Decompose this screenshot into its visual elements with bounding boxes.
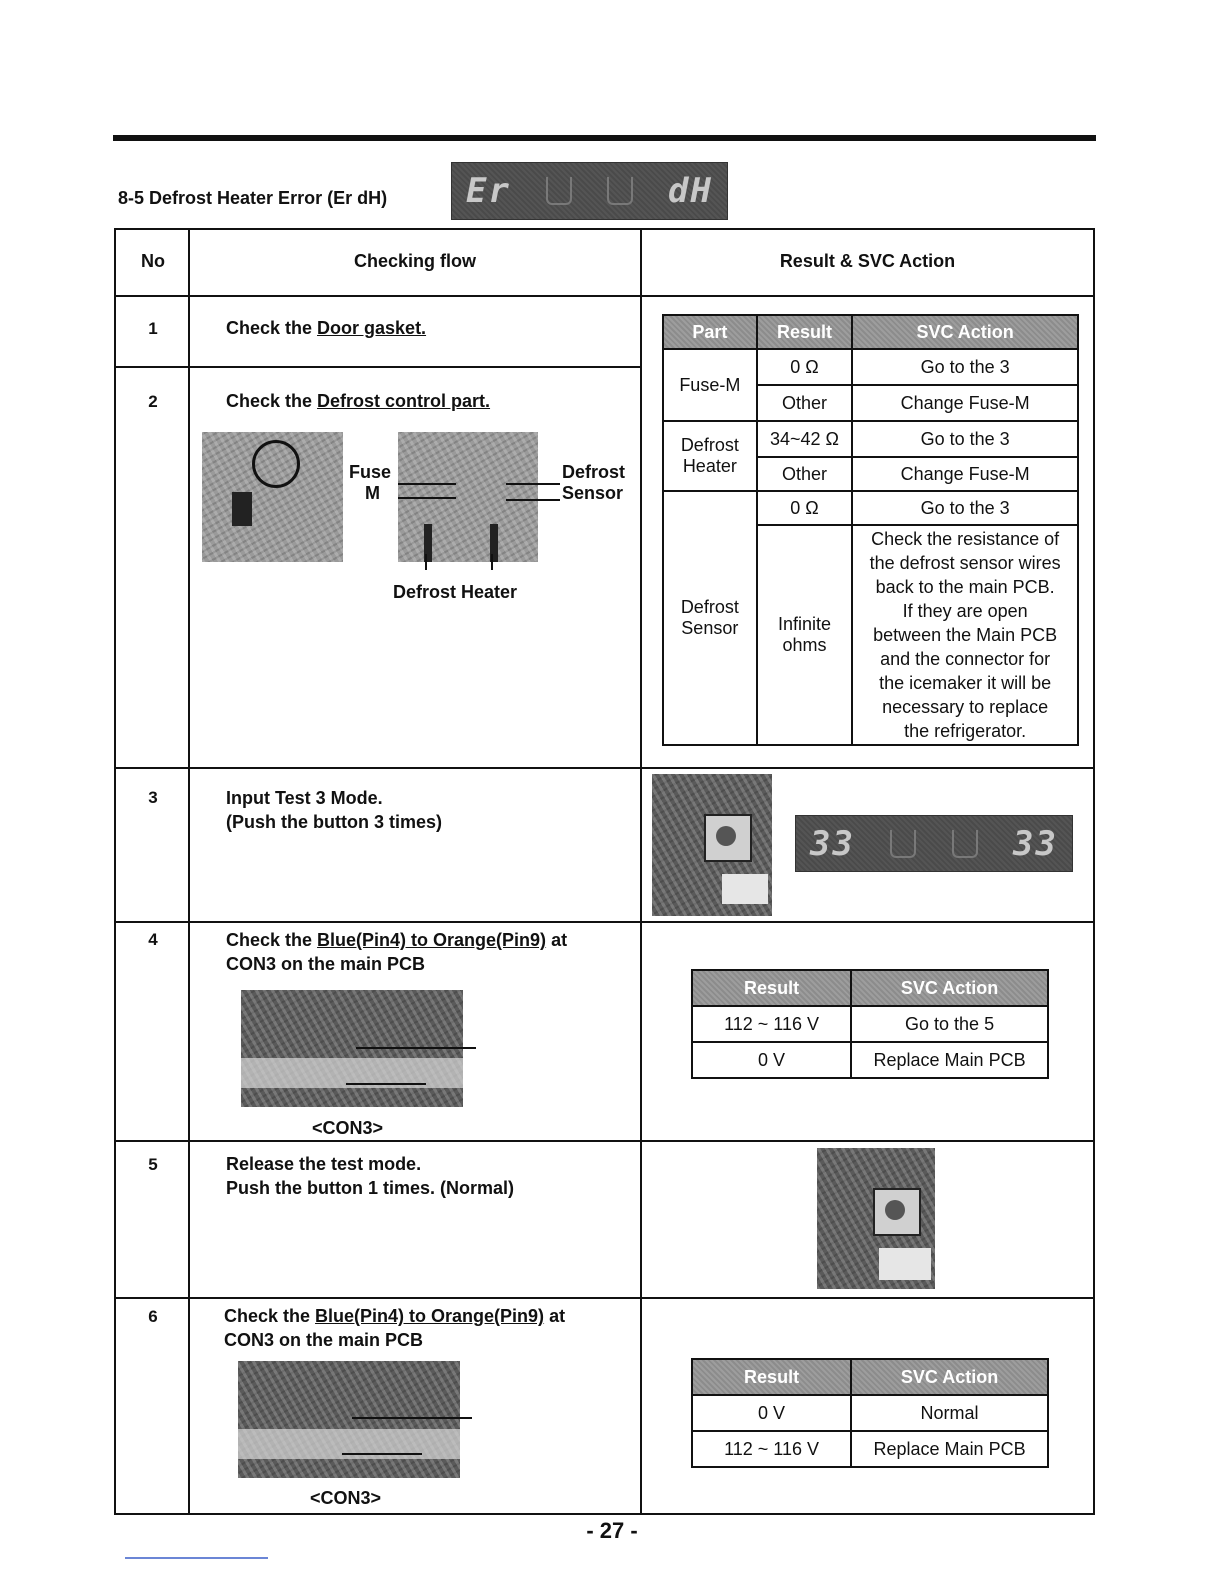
pcb-connector <box>879 1248 931 1280</box>
sensor-label: Sensor <box>562 483 624 503</box>
action-line: and the connector for <box>880 649 1051 669</box>
col-header-svc-action: SVC Action <box>851 1359 1048 1395</box>
step-number: 1 <box>148 319 158 338</box>
defrost-label: Defrost <box>562 462 626 482</box>
action-cell: Go to the 5 <box>851 1006 1048 1042</box>
door-gasket-link[interactable]: Door gasket. <box>317 318 427 338</box>
pcb-button-photo <box>652 774 772 916</box>
step-number: 5 <box>148 1155 158 1174</box>
m-label: M <box>365 483 380 503</box>
result-cell: 0 Ω <box>757 349 853 385</box>
action-line: necessary to replace <box>882 697 1049 717</box>
action-line: If they are open <box>902 601 1028 621</box>
col-header-part: Part <box>663 315 757 349</box>
header-no: No <box>141 251 165 271</box>
part-line: Defrost <box>680 597 739 617</box>
action-line: the defrost sensor wires <box>869 553 1061 573</box>
row-divider-5 <box>116 1297 1093 1299</box>
action-cell: Replace Main PCB <box>851 1431 1048 1467</box>
result-cell: 0 V <box>692 1042 851 1078</box>
part-line: Sensor <box>681 618 739 638</box>
action-line: between the Main PCB <box>873 625 1058 645</box>
fuse-body <box>232 492 252 526</box>
step-line-1: Release the test mode. <box>226 1154 422 1174</box>
pcb-button-photo-normal <box>817 1148 935 1289</box>
action-line: the refrigerator. <box>904 721 1027 741</box>
defrost-control-link[interactable]: Defrost control part. <box>317 391 491 411</box>
action-cell: Change Fuse-M <box>852 385 1078 421</box>
action-cell: Normal <box>851 1395 1048 1431</box>
test-display-left: 33 <box>810 823 855 864</box>
step4-result-table <box>691 969 1049 1079</box>
action-cell-sensor-open <box>852 525 1078 745</box>
fuse-photo <box>202 432 343 562</box>
result-cell <box>757 525 853 745</box>
result-cell: 0 Ω <box>757 491 853 525</box>
action-cell: Go to the 3 <box>852 349 1078 385</box>
step-text-pre: Check the <box>226 318 318 338</box>
step6-result-table <box>691 1358 1049 1468</box>
con3-caption: <CON3> <box>310 1488 382 1508</box>
step-5-text <box>226 1152 514 1200</box>
step-text-post: at <box>546 930 568 950</box>
action-cell: Replace Main PCB <box>851 1042 1048 1078</box>
result-cell: 34~42 Ω <box>757 421 853 457</box>
step-number: 3 <box>148 788 158 807</box>
result-cell: Other <box>757 385 853 421</box>
error-display <box>451 162 728 220</box>
step-number: 4 <box>148 930 158 949</box>
col-header-result: Result <box>757 315 853 349</box>
action-line: the icemaker it will be <box>879 673 1052 693</box>
con3-pointer-arrows <box>316 1030 486 1100</box>
ice-cup-icon <box>952 830 978 858</box>
fuse-highlight-circle <box>252 440 300 488</box>
header-result: Result & SVC Action <box>779 251 956 271</box>
action-cell: Go to the 3 <box>852 491 1078 525</box>
row-divider-1 <box>116 366 642 368</box>
result-line: Infinite <box>777 614 831 634</box>
action-cell: Change Fuse-M <box>852 457 1078 491</box>
troubleshooting-table <box>114 228 1095 1515</box>
display-right-code: dH <box>668 171 713 211</box>
row-divider-3 <box>116 921 1093 923</box>
top-rule <box>113 135 1096 141</box>
step-number: 2 <box>148 392 158 411</box>
water-cup-icon <box>546 177 572 205</box>
blue-orange-pin-link[interactable]: Blue(Pin4) to Orange(Pin9) <box>315 1306 545 1326</box>
action-line: back to the main PCB. <box>875 577 1055 597</box>
fuse-label: Fuse <box>349 462 392 482</box>
con3-caption: <CON3> <box>312 1118 384 1138</box>
step-text-pre: Check the <box>226 930 318 950</box>
part-line: Defrost <box>680 435 739 455</box>
step-text-post: at <box>544 1306 566 1326</box>
result-cell: 112 ~ 116 V <box>692 1431 851 1467</box>
con3-pointer-arrows <box>312 1400 482 1470</box>
col-header-result: Result <box>692 970 851 1006</box>
row-divider-2 <box>116 767 1093 769</box>
action-cell: Go to the 3 <box>852 421 1078 457</box>
step-3-text <box>226 786 442 834</box>
action-line: Check the resistance of <box>871 529 1060 549</box>
step-6-text <box>224 1304 565 1352</box>
row-divider-4 <box>116 1140 1093 1142</box>
part-line: Heater <box>682 456 737 476</box>
defrost-heater-label: Defrost Heater <box>393 582 518 602</box>
column-divider-flow <box>640 230 642 1513</box>
step-line-2: CON3 on the main PCB <box>224 1330 424 1350</box>
result-line: ohms <box>782 635 827 655</box>
step-text-pre: Check the <box>224 1306 316 1326</box>
result-cell: 0 V <box>692 1395 851 1431</box>
part-defrost-heater <box>663 421 757 491</box>
tact-switch-button <box>885 1200 905 1220</box>
step-line-2: Push the button 1 times. (Normal) <box>226 1178 515 1198</box>
step-2-text <box>226 389 490 413</box>
result-cell: Other <box>757 457 853 491</box>
step-text-pre: Check the <box>226 391 318 411</box>
step-4-text <box>226 928 567 976</box>
result-cell: 112 ~ 116 V <box>692 1006 851 1042</box>
footer-line <box>125 1557 268 1559</box>
step-line-2: (Push the button 3 times) <box>226 812 442 832</box>
ice-cup-icon <box>607 177 633 205</box>
blue-orange-pin-link[interactable]: Blue(Pin4) to Orange(Pin9) <box>317 930 547 950</box>
pcb-connector <box>722 874 768 904</box>
header-checking-flow: Checking flow <box>353 251 476 271</box>
col-header-svc-action: SVC Action <box>852 315 1078 349</box>
part-fuse-m: Fuse-M <box>663 349 757 421</box>
part-defrost-sensor <box>663 491 757 745</box>
step-1-text <box>226 316 426 340</box>
page-title: 8-5 Defrost Heater Error (Er dH) <box>118 188 388 208</box>
step-number: 6 <box>148 1307 158 1326</box>
step-line-2: CON3 on the main PCB <box>226 954 426 974</box>
water-cup-icon <box>890 830 916 858</box>
test-display-right: 33 <box>1013 823 1058 864</box>
part-result-table <box>662 314 1079 746</box>
header-divider <box>116 295 1093 297</box>
test-mode-display <box>795 815 1073 872</box>
page-number: - 27 - <box>586 1518 638 1543</box>
step-line-1: Input Test 3 Mode. <box>226 788 383 808</box>
display-left-code: Er <box>466 171 511 211</box>
col-header-result: Result <box>692 1359 851 1395</box>
col-header-svc-action: SVC Action <box>851 970 1048 1006</box>
tact-switch-button <box>716 826 736 846</box>
